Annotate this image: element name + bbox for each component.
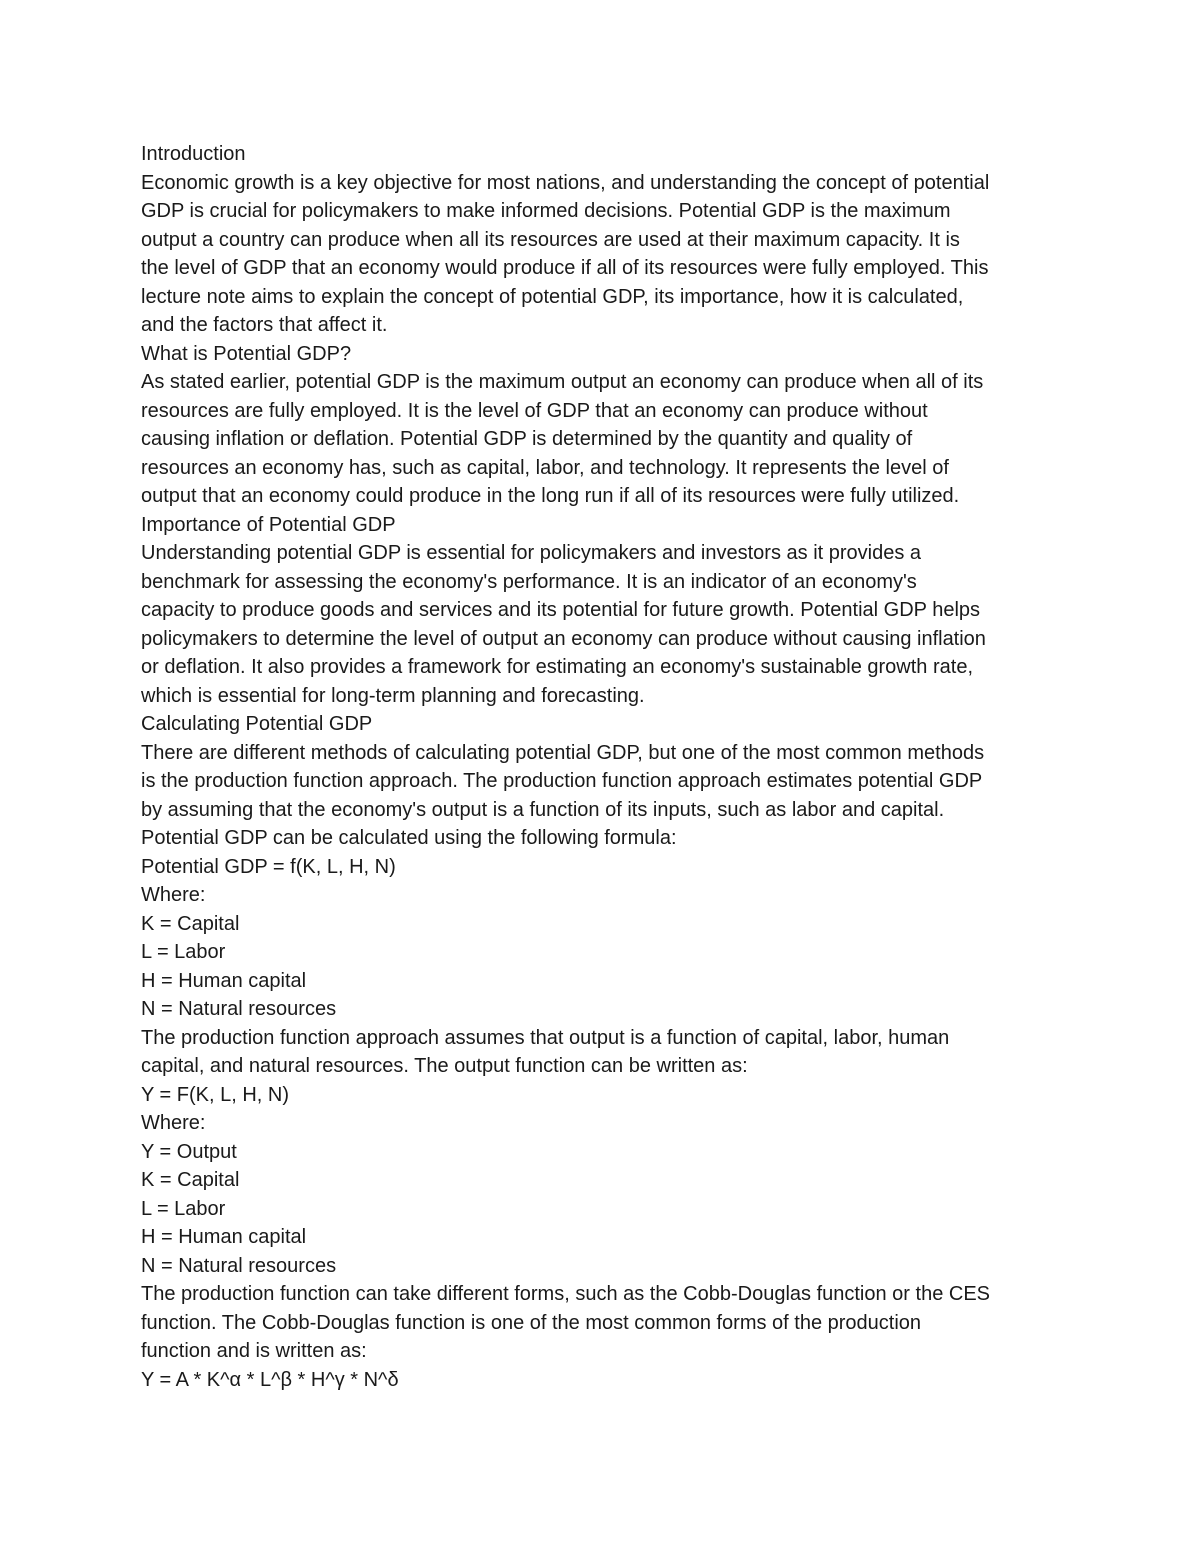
paragraph-line: resources are fully employed. It is the level of GDP that an economy can produce without	[141, 399, 928, 422]
paragraph-line: which is essential for long-term planning and forecasting.	[141, 684, 645, 707]
paragraph-line: lecture note aims to explain the concept of potential GDP, its importance, how it is calculated,	[141, 285, 964, 308]
variable-definition: N = Natural resources	[141, 1254, 337, 1277]
paragraph-line: The production function approach assumes that output is a function of capital, labor, human	[141, 1026, 950, 1049]
paragraph-line: output a country can produce when all its resources are used at their maximum capacity. It is	[141, 228, 960, 251]
paragraph-line: function. The Cobb-Douglas function is one of the most common forms of the production	[141, 1311, 922, 1334]
heading-calculating: Calculating Potential GDP	[141, 713, 373, 735]
paragraph-line: capacity to produce goods and services and its potential for future growth. Potential GDP helps	[141, 599, 981, 621]
paragraph-line: The production function can take different forms, such as the Cobb-Douglas function or the CES	[141, 1283, 990, 1305]
paragraph-line: There are different methods of calculating potential GDP, but one of the most common methods	[141, 741, 985, 764]
paragraph-line: policymakers to determine the level of output an economy can produce without causing inflation	[141, 627, 986, 650]
paragraph-line: the level of GDP that an economy would produce if all of its resources were fully employed. This	[141, 257, 989, 279]
paragraph-line: or deflation. It also provides a framework for estimating an economy's sustainable growth rate,	[141, 656, 974, 678]
variable-definition: L = Labor	[141, 1197, 226, 1220]
where-label: Where:	[141, 1112, 206, 1134]
paragraph-line: Potential GDP can be calculated using the following formula:	[141, 827, 677, 849]
heading-importance: Importance of Potential GDP	[141, 513, 396, 536]
formula-line: Potential GDP = f(K, L, H, N)	[141, 855, 396, 878]
paragraph-line: Economic growth is a key objective for most nations, and understanding the concept of potential	[141, 171, 990, 194]
variable-definition: K = Capital	[141, 1169, 240, 1191]
heading-introduction: Introduction	[141, 143, 246, 165]
paragraph-line: function and is written as:	[141, 1340, 367, 1362]
variable-definition: H = Human capital	[141, 1226, 307, 1248]
where-label: Where:	[141, 884, 206, 906]
paragraph-line: benchmark for assessing the economy's performance. It is an indicator of an economy's	[141, 570, 917, 593]
paragraph-line: GDP is crucial for policymakers to make informed decisions. Potential GDP is the maximum	[141, 200, 951, 222]
variable-definition: N = Natural resources	[141, 998, 337, 1020]
paragraph-line: is the production function approach. The production function approach estimates potential GDP	[141, 770, 983, 792]
formula-line: Y = F(K, L, H, N)	[141, 1083, 289, 1106]
variable-definition: L = Labor	[141, 941, 226, 963]
paragraph-line: and the factors that affect it.	[141, 314, 388, 336]
formula-line: Y = A * K^α * L^β * H^γ * N^δ	[141, 1368, 399, 1391]
paragraph-line: causing inflation or deflation. Potential GDP is determined by the quantity and quality of	[141, 428, 913, 450]
heading-what-is-potential-gdp: What is Potential GDP?	[141, 342, 352, 365]
variable-definition: K = Capital	[141, 912, 240, 935]
paragraph-line: Understanding potential GDP is essential for policymakers and investors as it provides a	[141, 542, 922, 564]
paragraph-line: resources an economy has, such as capital, labor, and technology. It represents the level of	[141, 456, 949, 479]
variable-definition: H = Human capital	[141, 969, 307, 992]
paragraph-line: As stated earlier, potential GDP is the maximum output an economy can produce when all of its	[141, 371, 984, 393]
paragraph-line: by assuming that the economy's output is a function of its inputs, such as labor and capital.	[141, 798, 945, 821]
paragraph-line: output that an economy could produce in the long run if all of its resources were fully utilized.	[141, 485, 960, 507]
variable-definition: Y = Output	[141, 1140, 237, 1163]
document-page	[141, 140, 1081, 1394]
paragraph-line: capital, and natural resources. The output function can be written as:	[141, 1055, 748, 1077]
